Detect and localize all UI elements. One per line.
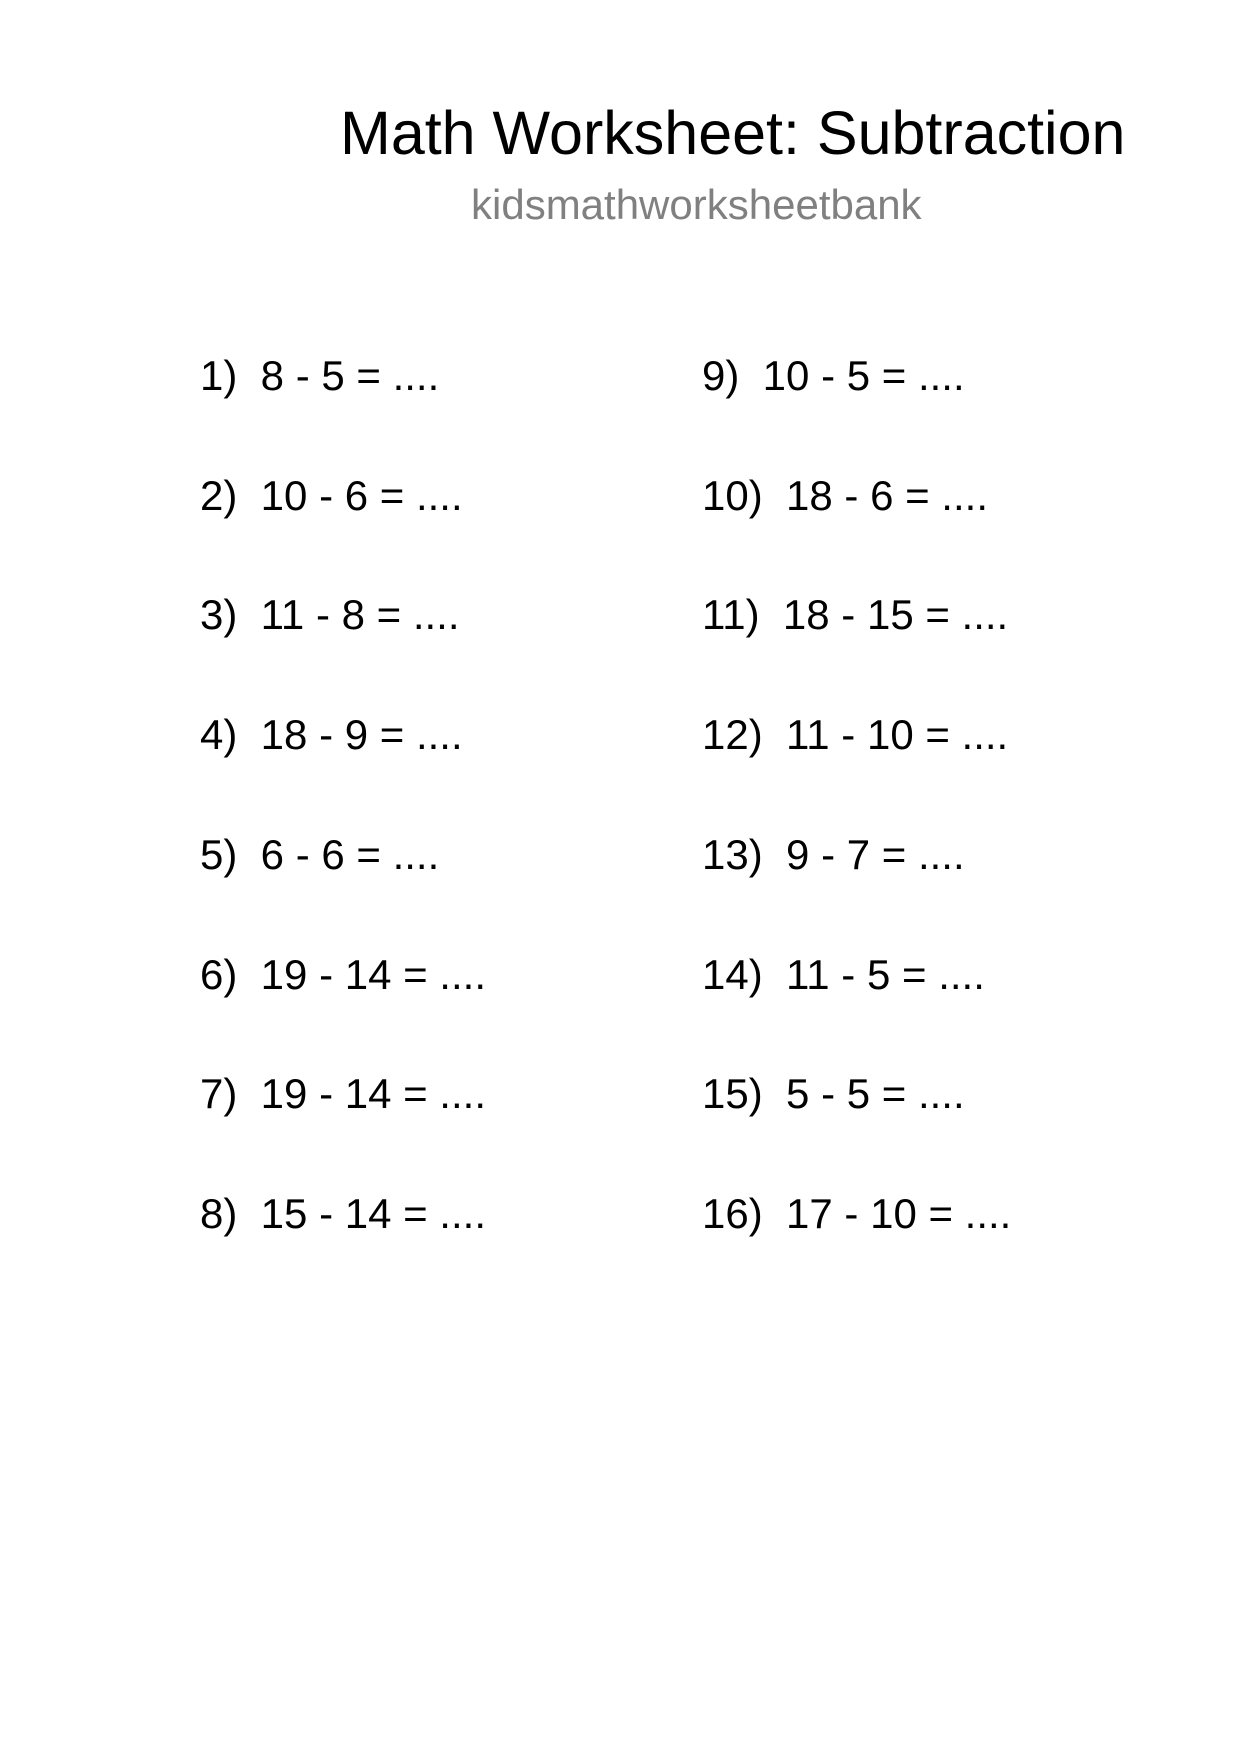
problem-6: 6) 19 - 14 = ....: [200, 951, 486, 998]
problem-4: 4) 18 - 9 = ....: [200, 711, 463, 758]
problem-1: 1) 8 - 5 = ....: [200, 352, 440, 399]
problem-3: 3) 11 - 8 = ....: [200, 591, 460, 638]
problem-7: 7) 19 - 14 = ....: [200, 1070, 486, 1117]
problem-2: 2) 10 - 6 = ....: [200, 472, 463, 519]
problem-15: 15) 5 - 5 = ....: [702, 1070, 965, 1117]
source-label: kidsmathworksheetbank: [471, 181, 922, 228]
problem-11: 11) 18 - 15 = ....: [702, 591, 1009, 638]
problem-12: 12) 11 - 10 = ....: [702, 711, 1009, 758]
problem-14: 14) 11 - 5 = ....: [702, 951, 985, 998]
page-title: Math Worksheet: Subtraction: [340, 99, 1126, 167]
problem-9: 9) 10 - 5 = ....: [702, 352, 965, 399]
problem-8: 8) 15 - 14 = ....: [200, 1190, 486, 1237]
problem-16: 16) 17 - 10 = ....: [702, 1190, 1012, 1237]
problem-10: 10) 18 - 6 = ....: [702, 472, 988, 519]
problem-13: 13) 9 - 7 = ....: [702, 831, 965, 878]
problem-5: 5) 6 - 6 = ....: [200, 831, 440, 878]
